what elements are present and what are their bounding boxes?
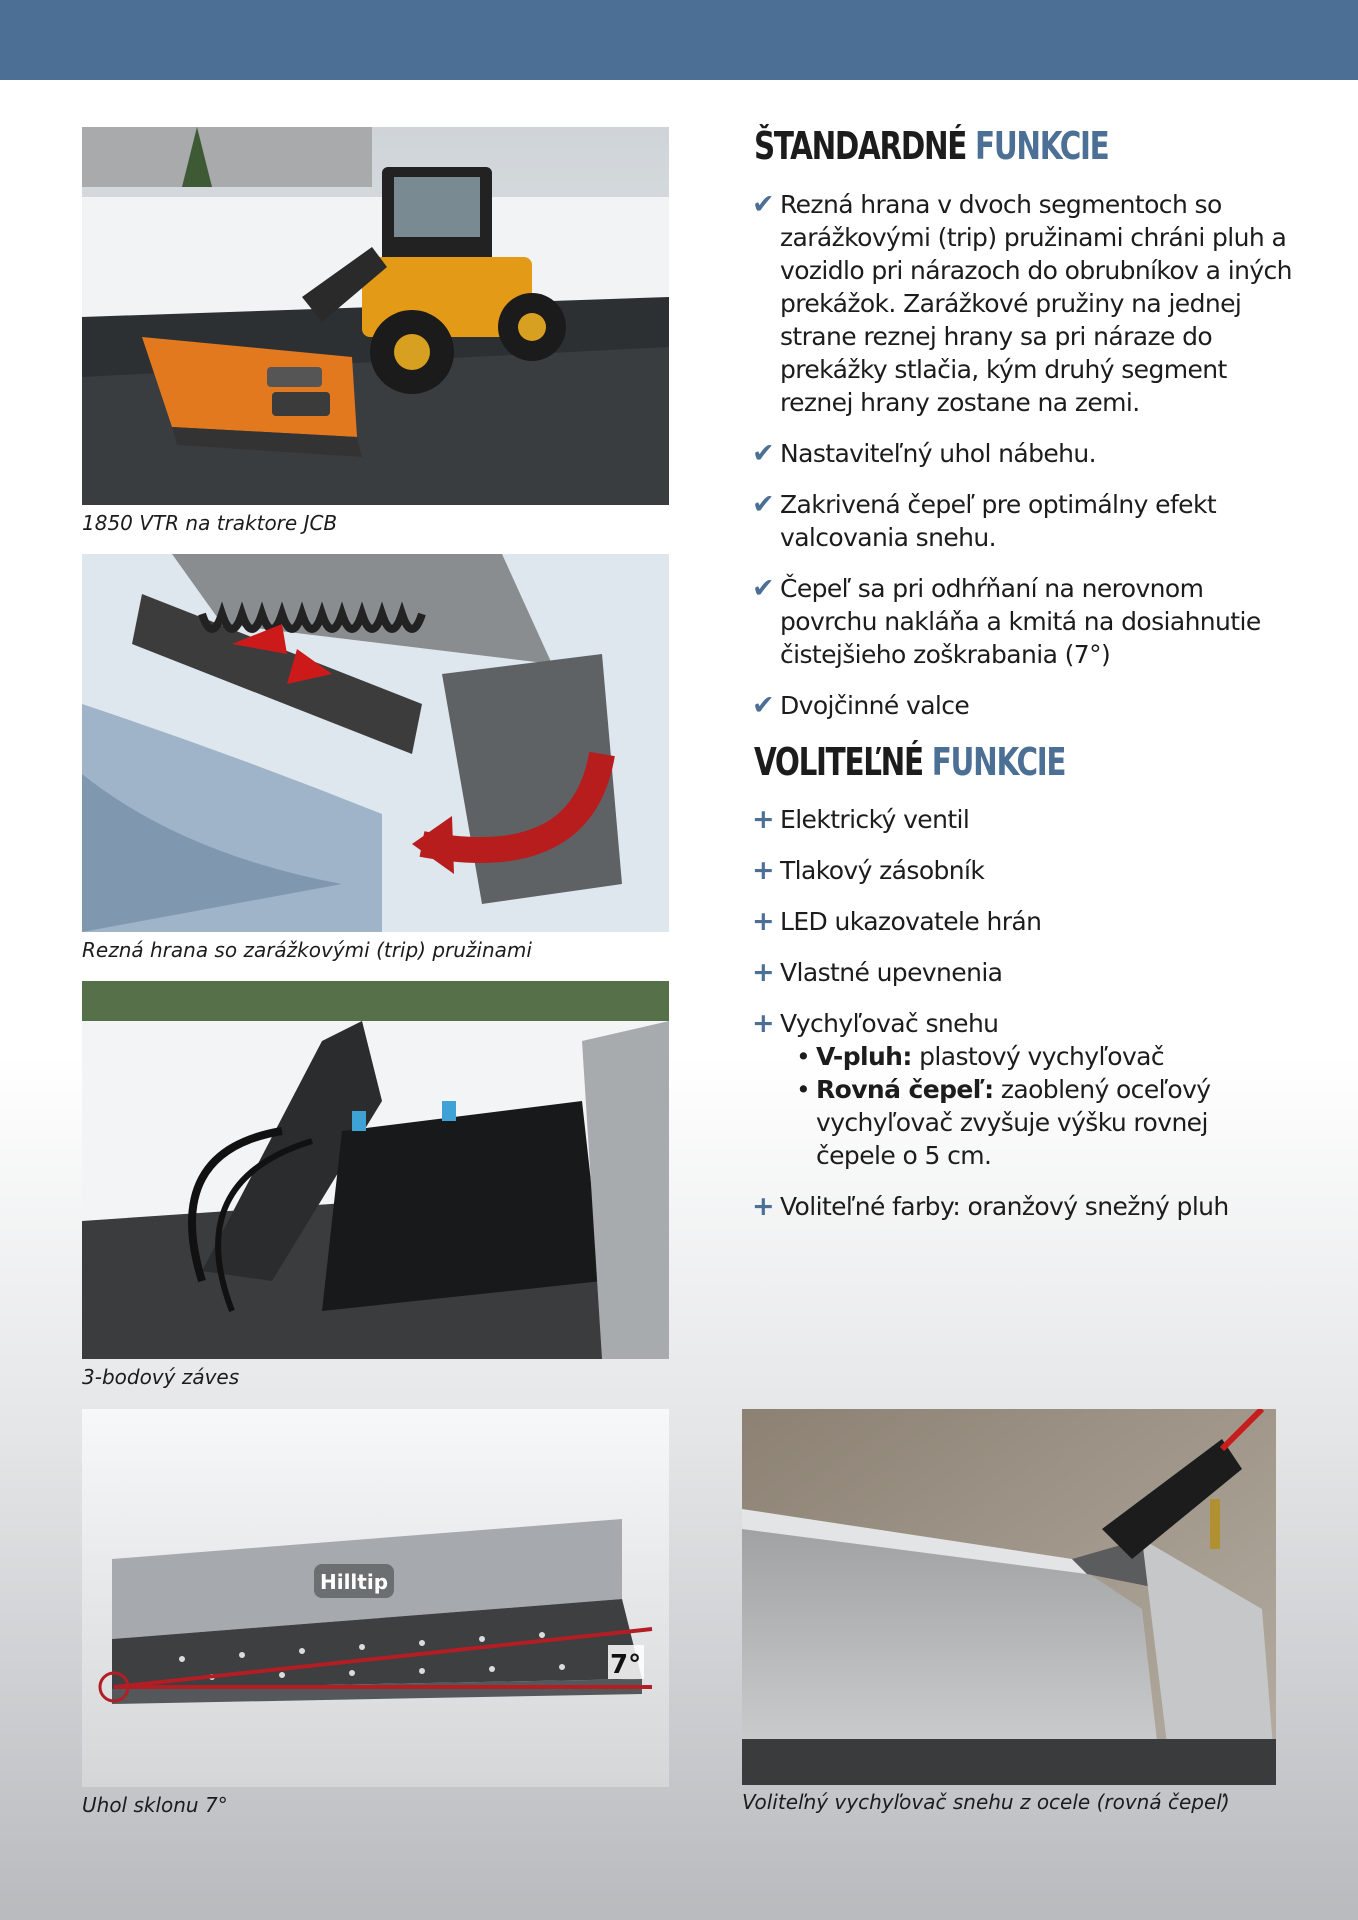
caption-loader: 1850 VTR na traktore JCB — [82, 511, 338, 535]
hitch-illustration — [82, 981, 669, 1359]
plus-icon: + — [752, 1191, 775, 1222]
sublist-item: • V-pluh: plastový vychyľovač — [796, 1042, 1165, 1071]
plus-icon: + — [752, 1008, 775, 1039]
list-item: ✔ Nastaviteľný uhol nábehu. — [752, 438, 1096, 469]
photo-three-point-hitch — [82, 981, 669, 1359]
loader-illustration — [82, 127, 669, 505]
caption-deflector: Voliteľný vychyľovač snehu z ocele (rovná čepeľ) — [742, 1790, 1230, 1814]
top-banner — [0, 0, 1358, 80]
angle-label: 7° — [610, 1650, 642, 1680]
optional-features-heading — [754, 740, 1065, 784]
photo-blade-angle — [82, 1409, 669, 1787]
check-icon: ✔ — [752, 189, 775, 220]
list-item: + Vlastné upevnenia — [752, 957, 1003, 988]
check-icon: ✔ — [752, 690, 775, 721]
deflector-sublist — [780, 1040, 1292, 1172]
list-item: ✔ Zakrivená čepeľ pre optimálny efekt valcovania snehu. — [752, 489, 1217, 552]
plus-icon: + — [752, 906, 775, 937]
list-item: ✔ Rezná hrana v dvoch segmentoch so zarážkovými (trip) pružinami chráni pluh a vozidlo pri nárazoch do obrubníkov a iných prekážok. Zarážkové pružiny na jednej strane reznej hrany sa pri náraze do prekážky stlačia, kým druhý segment reznej hrany zostane na zemi. — [752, 189, 1292, 417]
deflector-illustration — [742, 1409, 1276, 1785]
list-item: + Voliteľné farby: oranžový snežný pluh — [752, 1191, 1229, 1222]
caption-hitch: 3-bodový záves — [82, 1365, 240, 1389]
optional-title-accent: FUNKCIE — [931, 740, 1066, 784]
standard-features-list — [752, 188, 1292, 740]
photo-steel-deflector — [742, 1409, 1276, 1785]
plus-icon: + — [752, 855, 775, 886]
list-item: ✔ Čepeľ sa pri odhŕňaní na nerovnom povrchu nakláňa a kmitá na dosiahnutie čistejšieho zoškrabania (7°) — [752, 573, 1261, 669]
plus-icon: + — [752, 804, 775, 835]
check-icon: ✔ — [752, 489, 775, 520]
list-item: ✔ Dvojčinné valce — [752, 690, 970, 721]
list-item: + Tlakový zásobník — [752, 855, 985, 886]
sublist-item: • Rovná čepeľ: zaoblený oceľový vychyľovač zvyšuje výšku rovnej čepele o 5 cm. — [796, 1075, 1211, 1170]
list-item: + Elektrický ventil — [752, 804, 970, 835]
standard-title-accent: FUNKCIE — [975, 124, 1109, 168]
bullet-icon: • — [796, 1042, 811, 1071]
caption-blade-angle: Uhol sklonu 7° — [82, 1793, 228, 1817]
plus-icon: + — [752, 957, 775, 988]
photo-loader-with-plow — [82, 127, 669, 505]
blade-brand-logo: Hilltip — [319, 1570, 389, 1594]
standard-features-heading — [754, 124, 1108, 168]
list-item: + LED ukazovatele hrán — [752, 906, 1042, 937]
trip-springs-illustration — [82, 554, 669, 932]
caption-trip-springs: Rezná hrana so zarážkovými (trip) pružinami — [82, 938, 532, 962]
check-icon: ✔ — [752, 573, 775, 604]
optional-title-dark: VOLITEĽNÉ — [754, 740, 923, 784]
photo-trip-springs — [82, 554, 669, 932]
list-item: + Vychyľovač snehu • V-pluh: plastový vychyľovač • Rovná čepeľ: zaoblený oceľový vychyľovač zvyšuje výšku rovnej čepele o 5 cm. — [752, 1007, 1292, 1172]
standard-title-dark: ŠTANDARDNÉ — [754, 124, 967, 168]
bullet-icon: • — [796, 1075, 811, 1104]
check-icon: ✔ — [752, 438, 775, 469]
blade-angle-illustration — [82, 1409, 669, 1787]
optional-features-list — [752, 803, 1292, 1241]
